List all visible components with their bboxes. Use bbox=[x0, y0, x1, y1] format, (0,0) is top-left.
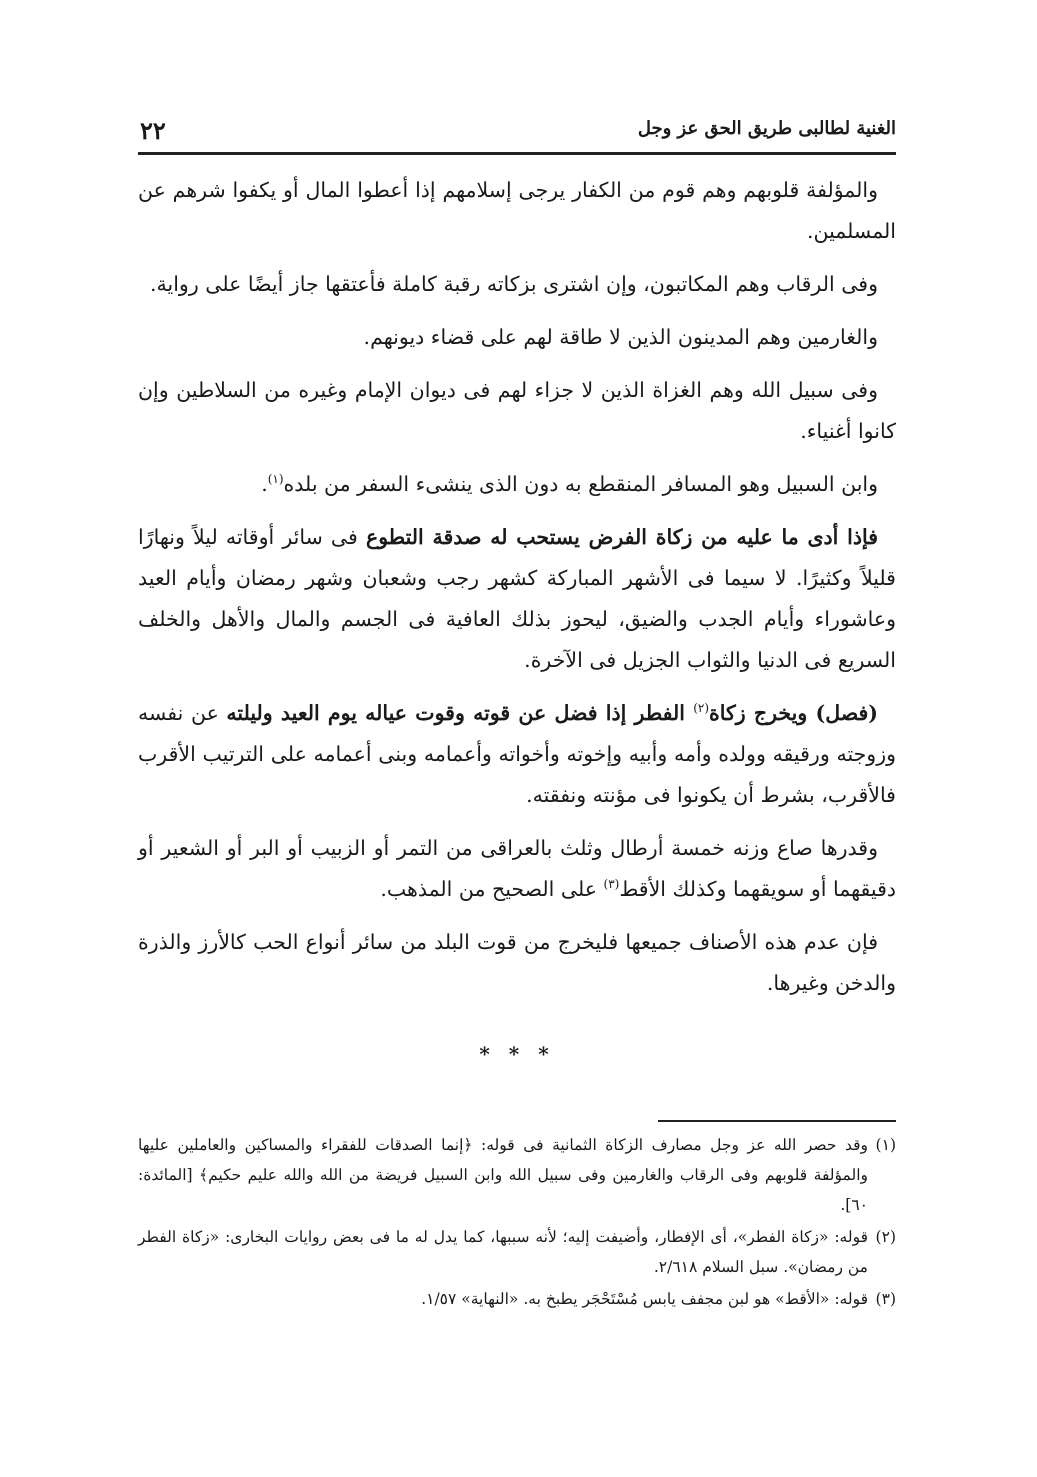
footnotes bbox=[138, 1130, 896, 1316]
footnote-divider bbox=[658, 1120, 896, 1122]
paragraph-sabil-allah: وفى سبيل الله وهم الغزاة الذين لا جزاء لهم فى ديوان الإمام وغيره من السلاطين وإن كانوا أغنياء. bbox=[138, 378, 896, 443]
section-separator: * * * bbox=[479, 1042, 555, 1066]
paragraph-text: على الصحيح من المذهب. bbox=[380, 877, 604, 901]
footnote-number: (١) bbox=[875, 1136, 896, 1154]
running-title: الغنية لطالبى طريق الحق عز وجل bbox=[637, 118, 896, 139]
footnote-ref-3: (٣) bbox=[603, 877, 620, 892]
bold-phrase: الفطر إذا فضل عن قوته وقوت عياله يوم العيد وليلته bbox=[226, 701, 694, 725]
footnote-number: (٢) bbox=[875, 1228, 896, 1246]
paragraph-sadaqa bbox=[138, 517, 896, 681]
paragraph-ibn-sabil bbox=[138, 464, 896, 505]
paragraph-text: وقدرها صاع وزنه خمسة أرطال وثلث بالعراقى من التمر أو الزبيب أو البر أو الشعير أو دقيقهما أو سويقهما وكذلك الأقط bbox=[138, 836, 896, 901]
book-page bbox=[138, 112, 896, 1362]
footnote-text: قوله: «زكاة الفطر»، أى الإفطار، وأضيفت إليه؛ لأنه سببها، كما يدل له ما فى بعض روايات البخارى: «زكاة الفطر من رمضان». سبل السلام ٢/٦١٨. bbox=[138, 1228, 868, 1276]
footnote-2 bbox=[138, 1222, 896, 1282]
paragraph-alternatives: فإن عدم هذه الأصناف جميعها فليخرج من قوت البلد من سائر أنواع الحب كالأرز والذرة والدخن وغيرها. bbox=[138, 930, 896, 995]
paragraph-muallafa: والمؤلفة قلوبهم وهم قوم من الكفار يرجى إسلامهم إذا أعطوا المال أو يكفوا شرهم عن المسلمين. bbox=[138, 178, 896, 243]
main-text bbox=[138, 170, 896, 1016]
footnote-text: وقد حصر الله عز وجل مصارف الزكاة الثمانية فى قوله: ﴿إنما الصدقات للفقراء والمساكين والعاملين عليها والمؤلفة قلوبهم وفى الرقاب والغارمين وفى سبيل الله وابن السبيل فريضة من الله والله عليم حكيم﴾ [المائدة: ٦٠]. bbox=[138, 1136, 868, 1214]
bold-phrase: (فصل) ويخرج زكاة bbox=[709, 701, 878, 725]
paragraph-riqab: وفى الرقاب وهم المكاتبون، وإن اشترى بزكاته رقبة كاملة فأعتقها جاز أيضًا على رواية. bbox=[150, 272, 878, 296]
footnote-ref-2: (٢) bbox=[693, 701, 710, 716]
paragraph-text: عن نفسه وزوجته ورقيقه وولده وأمه وأبيه وإخوته وأخواته وأعمامه وبنى أعمامه على الترتيب الأقرب فالأقرب، بشرط أن يكونوا فى مؤنته ونفقته. bbox=[138, 701, 896, 807]
paragraph-text: فى سائر أوقاته ليلاً ونهارًا قليلاً وكثيرًا. لا سيما فى الأشهر المباركة كشهر رجب وشعبان وشهر رمضان وأيام العيد وعاشوراء وأيام الجدب والضيق، ليحوز بذلك العافية فى الجسم والمال والأهل والخلف السريع فى الدنيا والثواب الجزيل فى الآخرة. bbox=[138, 525, 896, 672]
paragraph-end: . bbox=[261, 472, 268, 496]
footnote-3 bbox=[138, 1284, 896, 1314]
footnote-text: قوله: «الأقط» هو لبن مجفف يابس مُسْتَحْجَر يطبخ به. «النهاية» ١/٥٧. bbox=[421, 1290, 868, 1308]
paragraph-measure bbox=[138, 828, 896, 910]
footnote-1 bbox=[138, 1130, 896, 1220]
paragraph-gharimin: والغارمين وهم المدينون الذين لا طاقة لهم على قضاء ديونهم. bbox=[363, 325, 878, 349]
paragraph-zakat-fitr bbox=[138, 693, 896, 816]
footnote-number: (٣) bbox=[875, 1290, 896, 1308]
page-number: ٢٢ bbox=[140, 116, 166, 145]
running-header bbox=[138, 112, 896, 155]
paragraph-text: وابن السبيل وهو المسافر المنقطع به دون الذى ينشىء السفر من بلده bbox=[283, 472, 878, 496]
footnote-ref-1: (١) bbox=[267, 472, 284, 487]
bold-phrase: فإذا أدى ما عليه من زكاة الفرض يستحب له صدقة التطوع bbox=[365, 525, 878, 549]
